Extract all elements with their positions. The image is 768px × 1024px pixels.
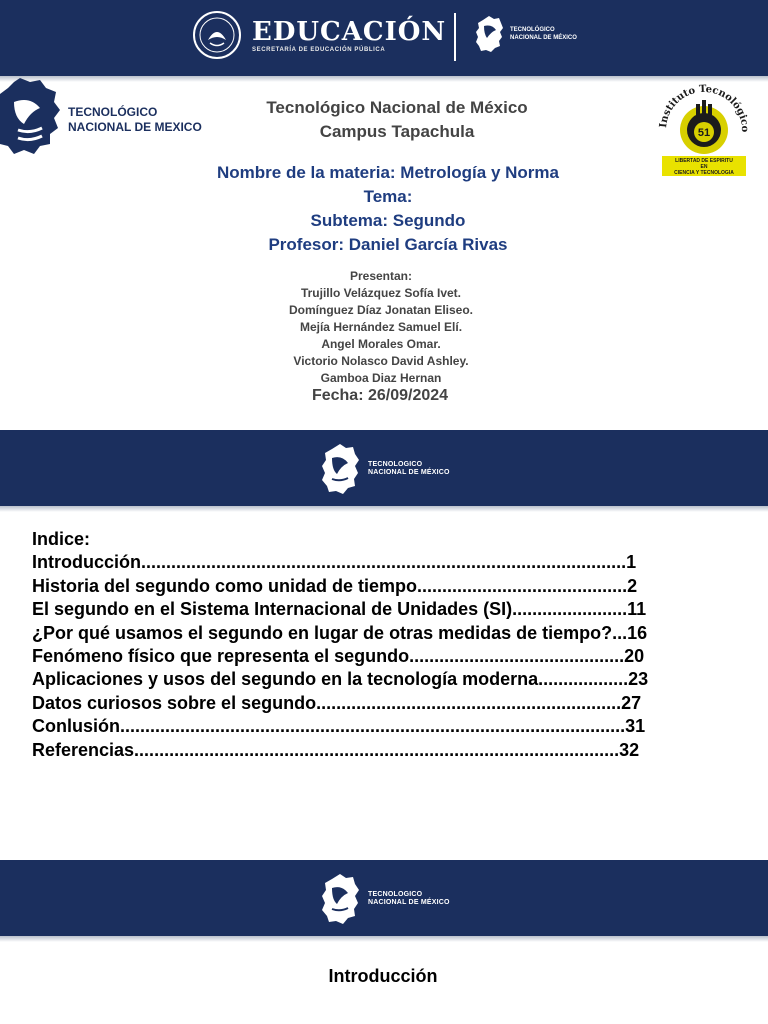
presenter-name: Domínguez Díaz Jonatan Eliseo. [288, 303, 474, 317]
seal-motto-line1: LIBERTAD DE ESPIRITU [675, 158, 733, 164]
left-logo-line2: NACIONAL DE MEXICO [68, 120, 202, 134]
presenters-label: Presentan: [349, 269, 413, 283]
toc-item: Aplicaciones y usos del segundo en la tecnología moderna..................23 [32, 669, 649, 690]
seal-motto-line3: CIENCIA Y TECNOLOGIA [674, 170, 734, 176]
header-tecnm-logo [474, 14, 577, 54]
subject-block [0, 161, 768, 257]
campus-name: Campus Tapachula [319, 122, 475, 141]
page-separator-band [0, 860, 768, 936]
header-tecnm-line1: TECNOLÓGICO [510, 27, 555, 33]
presenter-name: Victorio Nolasco David Ashley. [293, 354, 469, 368]
professor: Profesor: Daniel García Rivas [268, 235, 508, 254]
presenter-name: Angel Morales Omar. [321, 337, 441, 351]
subtopic: Subtema: Segundo [310, 211, 466, 230]
table-of-contents [32, 528, 762, 762]
presenter-name: Trujillo Velázquez Sofía Ivet. [300, 286, 462, 300]
date: Fecha: 26/09/2024 [311, 387, 449, 404]
toc-item: Referencias.................................................................................................32 [32, 739, 640, 760]
institution-block [0, 96, 768, 144]
separator-line2: NACIONAL DE MÉXICO [368, 899, 450, 906]
date-block [0, 387, 768, 405]
separator-tecnm-logo [320, 872, 450, 926]
presenters-block [0, 268, 768, 387]
toc-item: Historia del segundo como unidad de tiempo..........................................2 [32, 575, 638, 596]
sep-title: EDUCACIÓN [252, 17, 447, 47]
separator-line1: TECNOLOGICO [368, 891, 423, 898]
section-title [0, 966, 768, 987]
tecnm-gear-icon [320, 442, 360, 496]
sep-subtitle: SECRETARÍA DE EDUCACIÓN PÚBLICA [252, 47, 386, 53]
toc-item: Fenómeno físico que representa el segundo...........................................20 [32, 646, 645, 667]
presenter-name: Mejía Hernández Samuel Elí. [299, 320, 463, 334]
seal-motto-line2: EN [700, 164, 708, 170]
separator-line1: TECNOLOGICO [368, 461, 423, 468]
header-divider [454, 13, 456, 61]
topic: Tema: [363, 187, 413, 206]
mexico-coat-of-arms-icon [192, 10, 242, 60]
seal-top-text: Instituto Tecnológico [658, 83, 751, 133]
toc-item: El segundo en el Sistema Internacional de Unidades (SI).......................11 [32, 599, 647, 620]
header-tecnm-line2: NACIONAL DE MÉXICO [510, 35, 577, 41]
header-band [0, 0, 768, 76]
toc-title: Indice: [32, 529, 91, 549]
seal-number: 51 [697, 127, 711, 139]
toc-item: Introducción.................................................................................................1 [32, 552, 637, 573]
toc-item: Datos curiosos sobre el segundo.............................................................27 [32, 692, 642, 713]
tecnm-gear-icon [320, 872, 360, 926]
sep-logo [192, 10, 446, 60]
toc-item: Conlusión.....................................................................................................31 [32, 716, 646, 737]
separator-line2: NACIONAL DE MÉXICO [368, 469, 450, 476]
toc-item: ¿Por qué usamos el segundo en lugar de otras medidas de tiempo?...16 [32, 622, 648, 643]
presenter-name: Gamboa Diaz Hernan [320, 371, 442, 385]
page-separator-band [0, 430, 768, 506]
left-logo-line1: TECNOLÓGICO [68, 105, 158, 119]
separator-tecnm-logo [320, 442, 450, 496]
tecnm-gear-icon [474, 14, 504, 54]
section-title-text: Introducción [328, 966, 438, 986]
institution-name: Tecnológico Nacional de México [266, 98, 528, 117]
subject-name: Nombre de la materia: Metrología y Norma [217, 163, 559, 182]
